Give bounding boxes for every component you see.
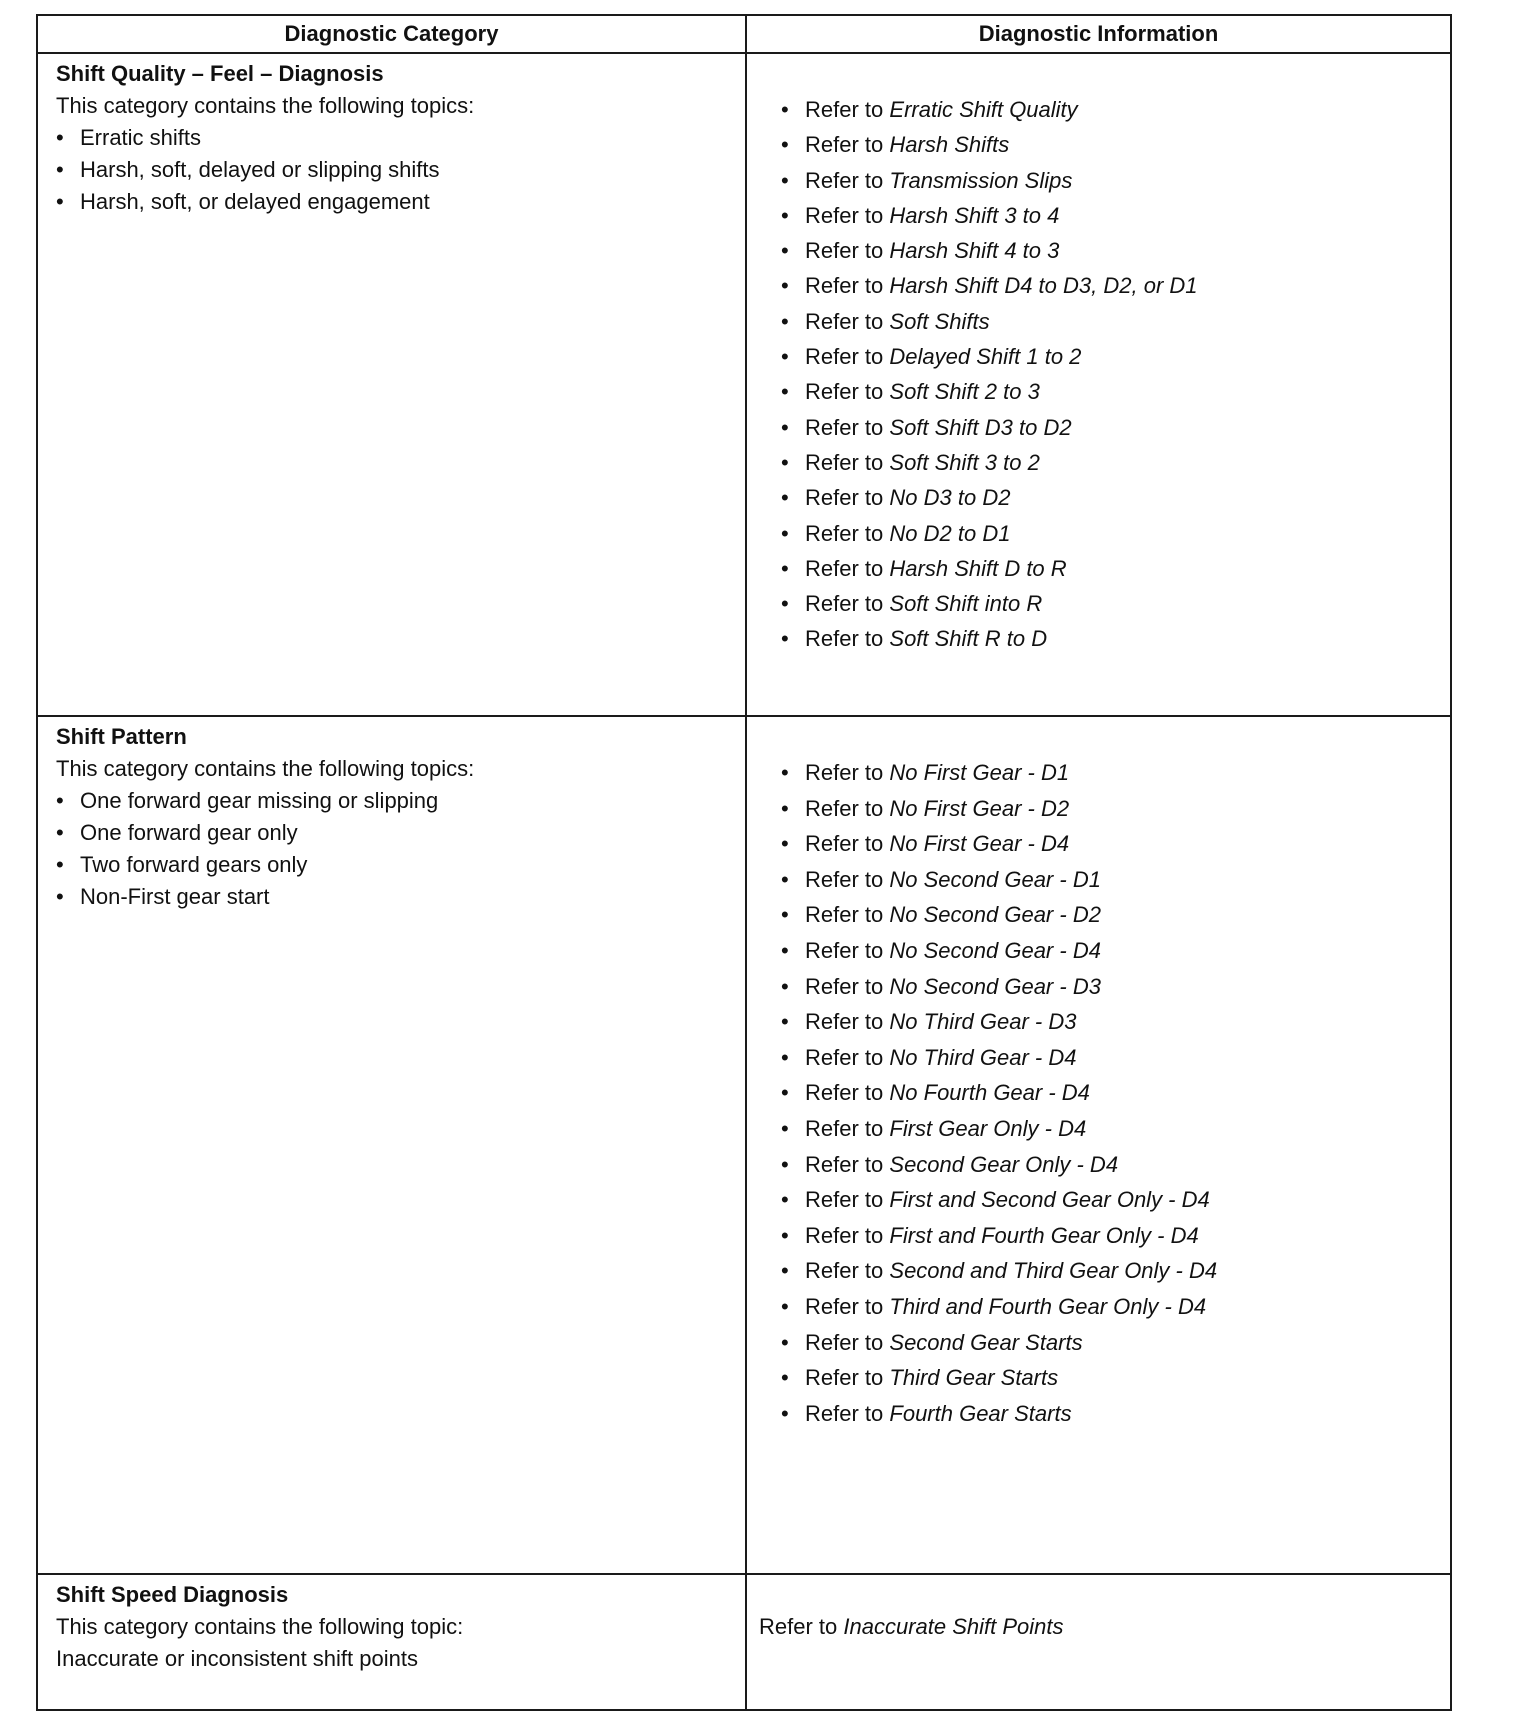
reference-link[interactable]: Transmission Slips <box>889 167 1073 193</box>
reference-item <box>781 516 1450 551</box>
refer-prefix: Refer to <box>759 1614 838 1639</box>
list-item: • Harsh, soft, or delayed engagement <box>56 186 745 218</box>
refer-prefix: Refer to <box>805 1151 884 1177</box>
category-cell-shift-pattern <box>37 716 746 1574</box>
reference-list <box>781 92 1450 657</box>
refer-prefix: Refer to <box>805 795 884 821</box>
reference-link[interactable]: Soft Shift 3 to 2 <box>889 449 1040 475</box>
reference-link[interactable]: No Fourth Gear - D4 <box>889 1080 1090 1106</box>
refer-prefix: Refer to <box>805 1080 884 1106</box>
refer-prefix: Refer to <box>805 1293 884 1319</box>
reference-item <box>781 586 1450 621</box>
refer-prefix: Refer to <box>805 937 884 963</box>
info-cell-shift-quality <box>746 53 1451 716</box>
reference-list <box>781 755 1450 1431</box>
reference-item <box>781 1289 1450 1325</box>
info-cell-shift-pattern <box>746 716 1451 1574</box>
reference-link[interactable]: Third and Fourth Gear Only - D4 <box>889 1293 1207 1319</box>
reference-link[interactable]: No D2 to D1 <box>889 520 1011 546</box>
reference-item <box>781 826 1450 862</box>
category-intro: This category contains the following topic: <box>56 1614 464 1639</box>
category-cell-shift-speed <box>37 1574 746 1710</box>
reference-item <box>781 897 1450 933</box>
reference-item <box>781 410 1450 445</box>
table-row <box>37 1574 1451 1710</box>
category-title: Shift Speed Diagnosis <box>56 1582 289 1607</box>
refer-prefix: Refer to <box>805 1187 884 1213</box>
refer-prefix: Refer to <box>805 626 884 652</box>
refer-prefix: Refer to <box>805 414 884 440</box>
list-item: • Harsh, soft, delayed or slipping shifts <box>56 154 745 186</box>
category-title: Shift Quality – Feel – Diagnosis <box>56 61 384 86</box>
reference-item <box>781 163 1450 198</box>
reference-item <box>781 1253 1450 1289</box>
reference-item <box>781 862 1450 898</box>
info-cell-shift-speed <box>746 1574 1451 1710</box>
reference-link[interactable]: First Gear Only - D4 <box>889 1115 1087 1141</box>
refer-prefix: Refer to <box>805 760 884 785</box>
reference-item <box>781 127 1450 162</box>
refer-prefix: Refer to <box>805 238 884 264</box>
reference-link[interactable]: No Second Gear - D4 <box>889 937 1101 963</box>
reference-item <box>781 1182 1450 1218</box>
reference-link[interactable]: Second and Third Gear Only - D4 <box>889 1258 1218 1284</box>
reference-item <box>781 621 1450 656</box>
refer-prefix: Refer to <box>805 866 884 892</box>
reference-item <box>781 933 1450 969</box>
reference-link[interactable]: Soft Shift into R <box>889 591 1043 617</box>
reference-link[interactable]: Soft Shift D3 to D2 <box>889 414 1072 440</box>
list-item: • One forward gear missing or slipping <box>56 785 745 817</box>
category-title: Shift Pattern <box>56 724 187 749</box>
diagnostic-table <box>36 14 1452 1711</box>
reference-link[interactable]: First and Fourth Gear Only - D4 <box>889 1222 1199 1248</box>
refer-prefix: Refer to <box>805 555 884 581</box>
refer-prefix: Refer to <box>805 379 884 405</box>
header-diagnostic-information: Diagnostic Information <box>746 15 1451 53</box>
reference-link[interactable]: No Third Gear - D4 <box>889 1044 1077 1070</box>
reference-link[interactable]: No Third Gear - D3 <box>889 1009 1077 1035</box>
reference-link[interactable]: No D3 to D2 <box>889 485 1011 511</box>
reference-link[interactable]: No Second Gear - D2 <box>889 902 1101 928</box>
refer-prefix: Refer to <box>805 97 884 122</box>
refer-prefix: Refer to <box>805 1329 884 1355</box>
reference-item <box>781 791 1450 827</box>
reference-link[interactable]: Harsh Shift 3 to 4 <box>889 202 1060 228</box>
reference-link[interactable]: Fourth Gear Starts <box>889 1400 1072 1426</box>
refer-prefix: Refer to <box>805 1400 884 1426</box>
reference-item <box>781 1075 1450 1111</box>
reference-item <box>781 339 1450 374</box>
reference-item <box>781 551 1450 586</box>
refer-prefix: Refer to <box>805 1222 884 1248</box>
reference-item <box>781 1396 1450 1432</box>
reference-link[interactable]: Second Gear Only - D4 <box>889 1151 1119 1177</box>
reference-link[interactable]: Harsh Shifts <box>889 132 1010 158</box>
table-row <box>37 716 1451 1574</box>
refer-prefix: Refer to <box>805 1009 884 1035</box>
reference-link[interactable]: No Second Gear - D1 <box>889 866 1101 892</box>
refer-prefix: Refer to <box>805 831 884 857</box>
reference-item <box>781 304 1450 339</box>
refer-prefix: Refer to <box>805 167 884 193</box>
reference-link[interactable]: No First Gear - D2 <box>889 795 1070 821</box>
reference-link[interactable]: Third Gear Starts <box>889 1365 1059 1391</box>
list-item: • Non-First gear start <box>56 881 745 913</box>
topic-plain: Inaccurate or inconsistent shift points <box>56 1646 418 1671</box>
refer-prefix: Refer to <box>805 973 884 999</box>
refer-prefix: Refer to <box>805 273 884 299</box>
header-diagnostic-category: Diagnostic Category <box>37 15 746 53</box>
reference-item <box>781 1325 1450 1361</box>
topic-list <box>56 785 745 913</box>
refer-prefix: Refer to <box>805 344 884 370</box>
refer-prefix: Refer to <box>805 1365 884 1391</box>
list-item: • Two forward gears only <box>56 849 745 881</box>
reference-item <box>781 233 1450 268</box>
refer-prefix: Refer to <box>805 449 884 475</box>
reference-item <box>781 268 1450 303</box>
category-intro: This category contains the following topics: <box>56 93 475 118</box>
reference-link[interactable]: No First Gear - D4 <box>889 831 1070 857</box>
reference-link[interactable]: Inaccurate Shift Points <box>843 1614 1064 1639</box>
reference-item <box>781 1147 1450 1183</box>
reference-link[interactable]: First and Second Gear Only - D4 <box>889 1187 1210 1213</box>
refer-prefix: Refer to <box>805 1115 884 1141</box>
reference-item <box>781 480 1450 515</box>
reference-item <box>781 445 1450 480</box>
reference-link[interactable]: No First Gear - D1 <box>889 760 1070 785</box>
reference-item <box>781 92 1450 127</box>
topic-list <box>56 122 745 218</box>
reference-item <box>781 755 1450 791</box>
category-cell-shift-quality <box>37 53 746 716</box>
reference-item <box>781 374 1450 409</box>
list-item: • One forward gear only <box>56 817 745 849</box>
reference-link[interactable]: Harsh Shift D4 to D3, D2, or D1 <box>889 273 1198 299</box>
refer-prefix: Refer to <box>805 485 884 511</box>
refer-prefix: Refer to <box>805 132 884 158</box>
reference-link[interactable]: No Second Gear - D3 <box>889 973 1101 999</box>
reference-item <box>781 1360 1450 1396</box>
category-intro: This category contains the following topics: <box>56 756 475 781</box>
refer-prefix: Refer to <box>805 308 884 334</box>
reference-item <box>781 1218 1450 1254</box>
refer-prefix: Refer to <box>805 591 884 617</box>
list-item: • Erratic shifts <box>56 122 745 154</box>
reference-item <box>781 198 1450 233</box>
reference-item <box>781 1004 1450 1040</box>
reference-link[interactable]: Soft Shift R to D <box>889 626 1048 652</box>
reference-link[interactable]: Soft Shifts <box>889 308 990 334</box>
reference-item <box>781 1111 1450 1147</box>
refer-prefix: Refer to <box>805 202 884 228</box>
reference-item <box>781 969 1450 1005</box>
reference-link[interactable]: Second Gear Starts <box>889 1329 1083 1355</box>
reference-link[interactable]: Soft Shift 2 to 3 <box>889 379 1040 405</box>
reference-link[interactable]: Erratic Shift Quality <box>889 97 1078 122</box>
refer-prefix: Refer to <box>805 902 884 928</box>
refer-prefix: Refer to <box>805 1044 884 1070</box>
refer-prefix: Refer to <box>805 1258 884 1284</box>
table-row <box>37 53 1451 716</box>
refer-prefix: Refer to <box>805 520 884 546</box>
reference-link[interactable]: Harsh Shift 4 to 3 <box>889 238 1060 264</box>
table-header-row <box>37 15 1451 53</box>
reference-item <box>781 1040 1450 1076</box>
reference-link[interactable]: Harsh Shift D to R <box>889 555 1067 581</box>
reference-link[interactable]: Delayed Shift 1 to 2 <box>889 344 1082 370</box>
